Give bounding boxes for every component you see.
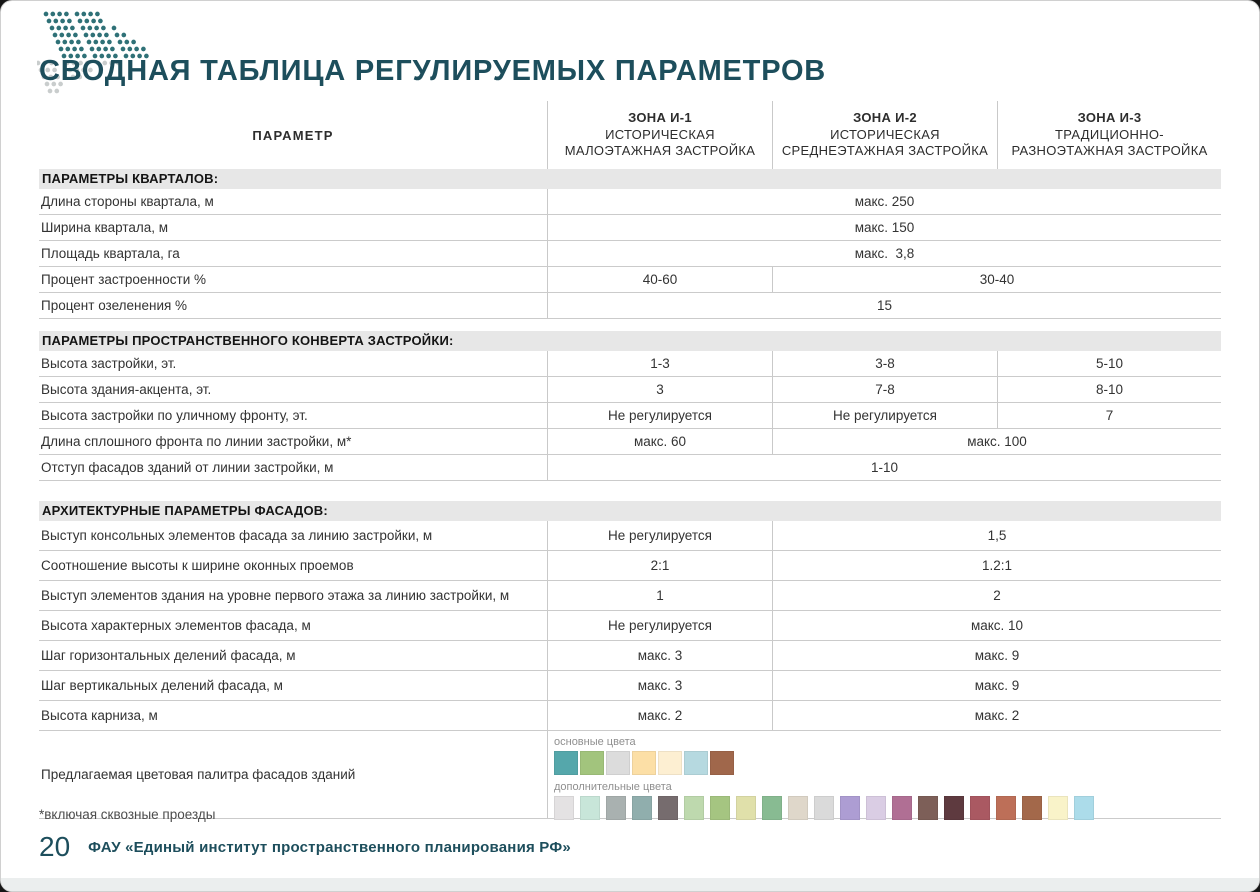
palette-cell — [547, 731, 1221, 818]
table-row — [39, 611, 1221, 641]
row-label: Высота застройки по уличному фронту, эт. — [41, 408, 308, 423]
row-label: Шаг горизонтальных делений фасада, м — [41, 648, 296, 663]
row-label: Процент застроенности % — [41, 272, 206, 287]
zone-header-i2 — [772, 101, 997, 169]
zone-header-i1 — [547, 101, 772, 169]
table-row — [39, 293, 1221, 319]
row-value: Не регулируется — [547, 403, 772, 428]
row-value: 7-8 — [772, 377, 997, 402]
table-row — [39, 581, 1221, 611]
row-value: 2 — [772, 581, 1221, 610]
param-header-cell: ПАРАМЕТР — [252, 127, 334, 143]
palette-swatch — [1048, 796, 1068, 820]
palette-swatch — [684, 751, 708, 775]
palette-swatch — [658, 751, 682, 775]
section-facade-params — [39, 501, 1221, 819]
palette-row — [39, 731, 1221, 819]
row-value: макс. 3 — [547, 641, 772, 670]
row-value: макс. 3 — [547, 671, 772, 700]
row-value: 1-3 — [547, 351, 772, 376]
table-row — [39, 351, 1221, 377]
table-row — [39, 241, 1221, 267]
palette-swatch — [918, 796, 938, 820]
palette-swatch — [606, 751, 630, 775]
row-value: макс. 10 — [772, 611, 1221, 640]
palette-swatch — [840, 796, 860, 820]
row-label: Выступ элементов здания на уровне первого этажа за линию застройки, м — [41, 588, 510, 603]
palette-swatch — [554, 751, 578, 775]
palette-swatch — [580, 796, 600, 820]
row-label: Соотношение высоты к ширине оконных проемов — [41, 558, 354, 573]
palette-swatch — [788, 796, 808, 820]
row-value: 1 — [547, 581, 772, 610]
zone-subtitle: ИСТОРИЧЕСКАЯ — [605, 126, 715, 142]
row-label: Длина стороны квартала, м — [41, 194, 214, 209]
palette-swatch — [554, 796, 574, 820]
footnote: *включая сквозные проезды — [39, 807, 216, 822]
row-value: макс. 100 — [772, 429, 1221, 454]
row-value: Не регулируется — [547, 521, 772, 550]
row-value: 7 — [997, 403, 1221, 428]
table-row — [39, 551, 1221, 581]
table-row — [39, 215, 1221, 241]
section-envelope-params — [39, 331, 1221, 481]
section-header: ПАРАМЕТРЫ КВАРТАЛОВ: — [39, 169, 1221, 189]
table-row — [39, 701, 1221, 731]
row-value: 30-40 — [772, 267, 1221, 292]
row-label: Площадь квартала, га — [41, 246, 180, 261]
row-label: Шаг вертикальных делений фасада, м — [41, 678, 283, 693]
palette-swatch — [970, 796, 990, 820]
row-value: макс. 60 — [547, 429, 772, 454]
palette-swatch — [632, 751, 656, 775]
zone-subtitle: ТРАДИЦИОННО- — [1055, 126, 1164, 142]
row-value: макс. 150 — [547, 215, 1221, 240]
row-value: 40-60 — [547, 267, 772, 292]
palette-swatch — [632, 796, 652, 820]
page-bottom-strip — [1, 878, 1259, 891]
row-label: Отступ фасадов зданий от линии застройки, м — [41, 460, 334, 475]
row-label: Выступ консольных элементов фасада за линию застройки, м — [41, 528, 433, 543]
zone-subtitle: РАЗНОЭТАЖНАЯ ЗАСТРОЙКА — [1011, 143, 1208, 159]
palette-swatch — [996, 796, 1016, 820]
row-value: 2:1 — [547, 551, 772, 580]
palette-swatch — [710, 796, 730, 820]
row-value: макс. 9 — [772, 641, 1221, 670]
palette-swatch — [944, 796, 964, 820]
row-label: Процент озеленения % — [41, 298, 188, 313]
row-value: 1.2:1 — [772, 551, 1221, 580]
row-value: 15 — [547, 293, 1221, 318]
table-row — [39, 267, 1221, 293]
palette-swatch — [866, 796, 886, 820]
palette-swatch — [710, 751, 734, 775]
palette-swatch — [606, 796, 626, 820]
primary-palette-label: основные цвета — [554, 736, 636, 748]
row-label: Высота здания-акцента, эт. — [41, 382, 212, 397]
row-value: макс. 2 — [547, 701, 772, 730]
row-value: 1-10 — [547, 455, 1221, 480]
row-value: 3-8 — [772, 351, 997, 376]
table-row — [39, 455, 1221, 481]
zone-subtitle: ИСТОРИЧЕСКАЯ — [830, 126, 940, 142]
primary-swatch-row — [554, 751, 1221, 775]
zone-subtitle: СРЕДНЕЭТАЖНАЯ ЗАСТРОЙКА — [781, 143, 989, 159]
row-value: 1,5 — [772, 521, 1221, 550]
row-value: Не регулируется — [547, 611, 772, 640]
row-value: 5-10 — [997, 351, 1221, 376]
zone-subtitle: МАЛОЭТАЖНАЯ ЗАСТРОЙКА — [564, 143, 756, 159]
row-label: Предлагаемая цветовая палитра фасадов зданий — [41, 767, 356, 782]
secondary-swatch-row — [554, 796, 1221, 820]
zone-name: ЗОНА И-3 — [1077, 110, 1142, 126]
palette-swatch — [736, 796, 756, 820]
row-value: макс. 250 — [547, 189, 1221, 214]
parameters-table — [39, 101, 1221, 819]
section-header: АРХИТЕКТУРНЫЕ ПАРАМЕТРЫ ФАСАДОВ: — [39, 501, 1221, 521]
palette-swatch — [1074, 796, 1094, 820]
row-value: макс. 9 — [772, 671, 1221, 700]
row-value: Не регулируется — [772, 403, 997, 428]
table-row — [39, 429, 1221, 455]
secondary-palette-label: дополнительные цвета — [554, 781, 672, 793]
table-row — [39, 189, 1221, 215]
row-value: 8-10 — [997, 377, 1221, 402]
row-value: 3 — [547, 377, 772, 402]
zone-header-i3 — [997, 101, 1221, 169]
row-label: Длина сплошного фронта по линии застройки, м* — [41, 434, 352, 449]
palette-swatch — [814, 796, 834, 820]
section-blocks-params — [39, 169, 1221, 319]
palette-swatch — [580, 751, 604, 775]
palette-swatch — [762, 796, 782, 820]
table-header-row — [39, 101, 1221, 169]
zone-name: ЗОНА И-1 — [628, 110, 692, 126]
row-value: макс. 2 — [772, 701, 1221, 730]
row-label: Высота карниза, м — [41, 708, 158, 723]
palette-swatch — [658, 796, 678, 820]
organization-name: ФАУ «Единый институт пространственного планирования РФ» — [88, 838, 571, 856]
table-row — [39, 377, 1221, 403]
section-header: ПАРАМЕТРЫ ПРОСТРАНСТВЕННОГО КОНВЕРТА ЗАСТРОЙКИ: — [39, 331, 1221, 351]
palette-swatch — [892, 796, 912, 820]
palette-swatch — [684, 796, 704, 820]
table-row — [39, 671, 1221, 701]
row-label: Высота застройки, эт. — [41, 356, 177, 371]
page-title: СВОДНАЯ ТАБЛИЦА РЕГУЛИРУЕМЫХ ПАРАМЕТРОВ — [39, 55, 827, 87]
row-value: макс. 3,8 — [547, 241, 1221, 266]
row-label: Ширина квартала, м — [41, 220, 169, 235]
table-row — [39, 521, 1221, 551]
page-number: 20 — [39, 831, 71, 862]
zone-name: ЗОНА И-2 — [853, 110, 917, 126]
palette-swatch — [1022, 796, 1042, 820]
table-row — [39, 641, 1221, 671]
table-row — [39, 403, 1221, 429]
page-footer — [39, 831, 571, 863]
row-label: Высота характерных элементов фасада, м — [41, 618, 311, 633]
